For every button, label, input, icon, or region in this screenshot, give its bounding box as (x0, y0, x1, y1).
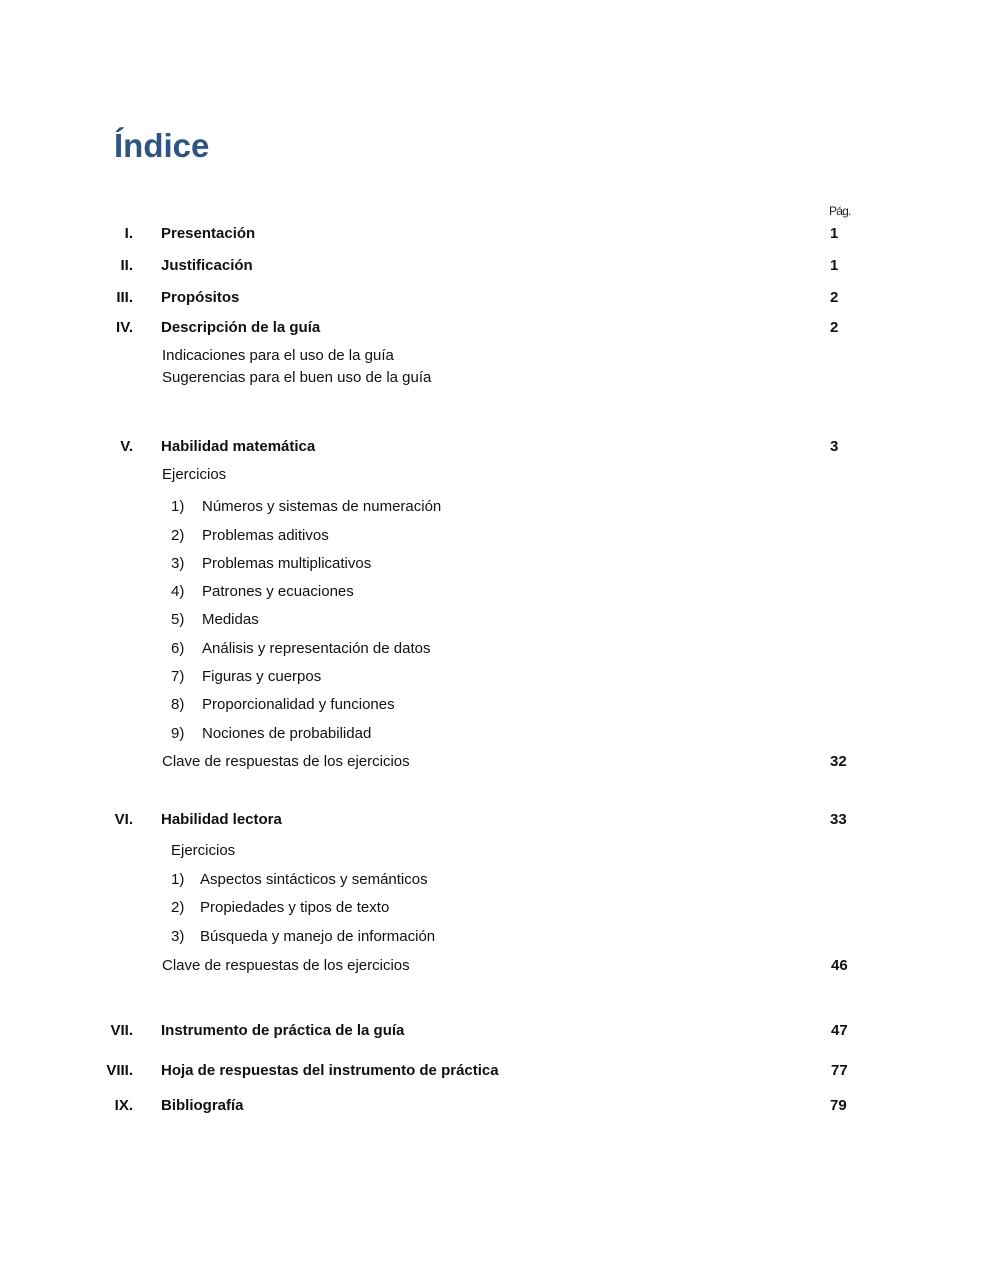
page-number: 47 (831, 1022, 848, 1039)
list-item-number: 5) (171, 611, 185, 628)
page-number: 1 (830, 225, 839, 242)
page-column-label: Pág. (829, 204, 851, 218)
page-number: 33 (830, 811, 847, 828)
list-item-number: 8) (171, 696, 185, 713)
list-item-number: 2) (171, 527, 185, 544)
toc-entry-hoja-respuestas[interactable]: Hoja de respuestas del instrumento de práctica (161, 1062, 499, 1079)
list-item-number: 9) (171, 725, 185, 742)
list-item[interactable]: Patrones y ecuaciones (202, 583, 354, 600)
list-item-number: 4) (171, 583, 185, 600)
toc-entry-presentacion[interactable]: Presentación (161, 225, 256, 242)
list-item-number: 1) (171, 871, 185, 888)
list-item[interactable]: Búsqueda y manejo de información (200, 928, 436, 945)
page-number: 77 (831, 1062, 848, 1079)
page-number: 3 (830, 438, 839, 455)
list-item[interactable]: Figuras y cuerpos (202, 668, 322, 685)
list-item-number: 3) (171, 928, 185, 945)
list-item-number: 6) (171, 640, 185, 657)
toc-subentry[interactable]: Sugerencias para el buen uso de la guía (162, 369, 432, 386)
list-item-number: 7) (171, 668, 185, 685)
section-number: I. (124, 225, 133, 242)
ejercicios-label: Ejercicios (171, 842, 236, 859)
toc-subentry[interactable]: Indicaciones para el uso de la guía (162, 347, 394, 364)
ejercicios-label: Ejercicios (162, 466, 227, 483)
section-number: V. (120, 438, 133, 455)
toc-entry-clave-matematica[interactable]: Clave de respuestas de los ejercicios (162, 753, 410, 770)
page-number: 1 (830, 257, 839, 274)
toc-entry-instrumento[interactable]: Instrumento de práctica de la guía (161, 1022, 405, 1039)
toc-entry-bibliografia[interactable]: Bibliografía (161, 1097, 244, 1114)
toc-entry-propositos[interactable]: Propósitos (161, 289, 240, 306)
toc-entry-habilidad-matematica[interactable]: Habilidad matemática (161, 438, 316, 455)
list-item-number: 2) (171, 899, 185, 916)
list-item-number: 3) (171, 555, 185, 572)
section-number: IV. (116, 319, 133, 336)
list-item[interactable]: Problemas multiplicativos (202, 555, 372, 572)
list-item[interactable]: Análisis y representación de datos (202, 640, 431, 657)
list-item[interactable]: Proporcionalidad y funciones (202, 696, 395, 713)
section-number: II. (120, 257, 133, 274)
list-item[interactable]: Números y sistemas de numeración (202, 498, 442, 515)
list-item[interactable]: Problemas aditivos (202, 527, 329, 544)
toc-entry-descripcion[interactable]: Descripción de la guía (161, 319, 321, 336)
page-number: 2 (830, 319, 839, 336)
page-number: 46 (831, 957, 848, 974)
toc-entry-clave-lectora[interactable]: Clave de respuestas de los ejercicios (162, 957, 410, 974)
section-number: VIII. (106, 1062, 133, 1079)
page-number: 2 (830, 289, 839, 306)
toc-entry-habilidad-lectora[interactable]: Habilidad lectora (161, 811, 282, 828)
section-number: VI. (114, 811, 133, 828)
section-number: III. (116, 289, 133, 306)
section-number: IX. (114, 1097, 133, 1114)
list-item-number: 1) (171, 498, 185, 515)
page-number: 32 (830, 753, 847, 770)
page-number: 79 (830, 1097, 847, 1114)
list-item[interactable]: Aspectos sintácticos y semánticos (200, 871, 428, 888)
list-item[interactable]: Nociones de probabilidad (202, 725, 372, 742)
list-item[interactable]: Propiedades y tipos de texto (200, 899, 390, 916)
list-item[interactable]: Medidas (202, 611, 259, 628)
section-number: VII. (110, 1022, 133, 1039)
page-title: Índice (114, 127, 210, 164)
toc-entry-justificacion[interactable]: Justificación (161, 257, 253, 274)
